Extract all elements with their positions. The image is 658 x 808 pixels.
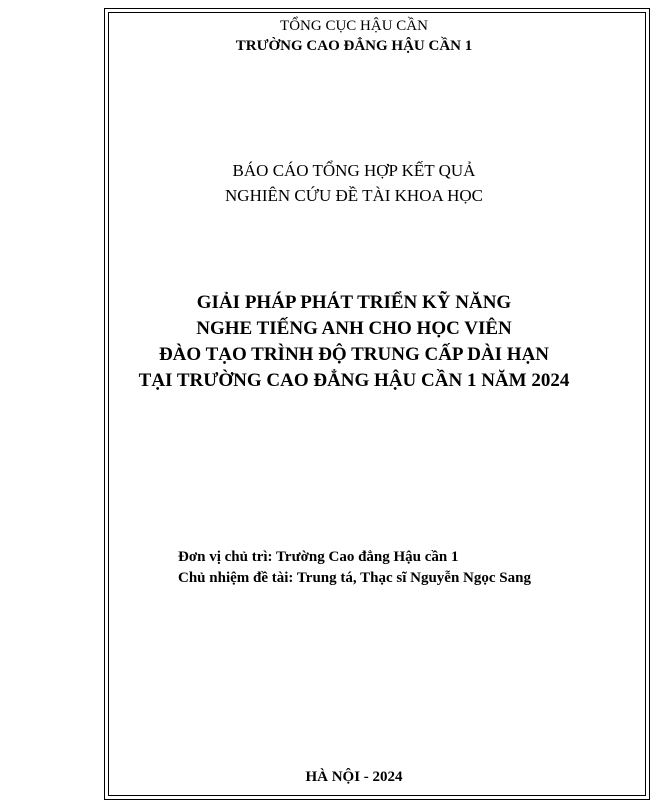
report-type-line-2: NGHIÊN CỨU ĐỀ TÀI KHOA HỌC: [225, 186, 483, 205]
title-line-4: TẠI TRƯỜNG CAO ĐẲNG HẬU CẦN 1 NĂM 2024: [138, 370, 570, 391]
school-name: TRƯỜNG CAO ĐẲNG HẬU CẦN 1: [235, 38, 473, 54]
agency-name: TỔNG CỤC HẬU CẦN: [280, 18, 428, 34]
place-and-year: HÀ NỘI - 2024: [305, 769, 403, 785]
host-unit: Đơn vị chủ trì: Trường Cao đẳng Hậu cần 1: [178, 549, 459, 565]
page-border-inner: [108, 12, 646, 796]
title-line-2: NGHE TIẾNG ANH CHO HỌC VIÊN: [196, 318, 512, 339]
report-type-line-1: BÁO CÁO TỔNG HỢP KẾT QUẢ: [232, 161, 476, 180]
project-lead: Chủ nhiệm đề tài: Trung tá, Thạc sĩ Nguyễn Ngọc Sang: [178, 570, 531, 586]
title-line-1: GIẢI PHÁP PHÁT TRIỂN KỸ NĂNG: [196, 292, 512, 313]
title-line-3: ĐÀO TẠO TRÌNH ĐỘ TRUNG CẤP DÀI HẠN: [158, 344, 550, 365]
